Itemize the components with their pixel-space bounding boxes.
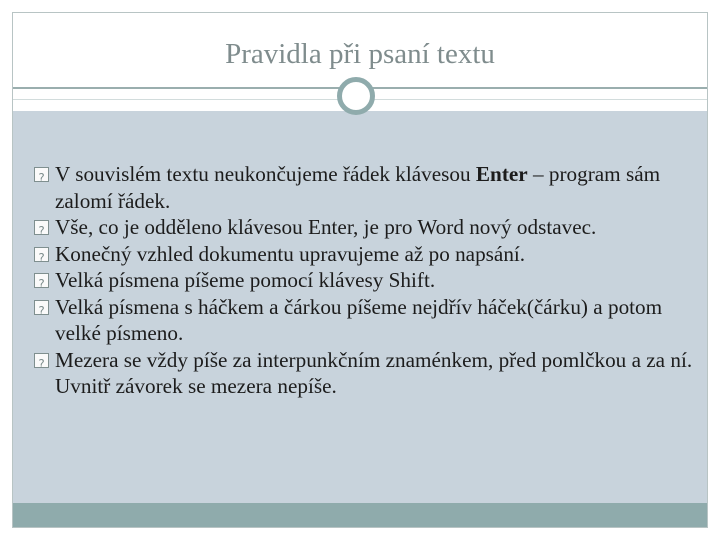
bullet-text: Konečný vzhled dokumentu upravujeme až po napsání. xyxy=(55,241,526,266)
bullet-text: Vše, co je odděleno klávesou Enter, je pro Word nový odstavec. xyxy=(55,215,597,239)
bullet-item xyxy=(33,294,693,347)
bullet-text-tail: – program sám zalomí řádek. xyxy=(55,162,661,213)
bullet-text: Velká písmena píšeme pomocí klávesy Shift. xyxy=(55,268,436,292)
bullet-item xyxy=(33,241,693,268)
bullet-text: Mezera se vždy píše za interpunkčním znaménkem, před pomlčkou a za ní. Uvnitř závorek se mezera nepíše. xyxy=(55,347,693,398)
missing-glyph-box-icon xyxy=(34,353,49,368)
bullet-text: V souvislém textu neukončujeme řádek klávesou xyxy=(55,162,476,186)
bullet-text-bold: Enter xyxy=(475,162,528,186)
bullet-item xyxy=(33,347,693,400)
missing-glyph-box-icon xyxy=(34,300,49,315)
slide xyxy=(12,12,708,528)
circle-ornament-icon xyxy=(337,77,375,115)
content-area xyxy=(13,111,707,503)
bullet-text: Velká písmena s háčkem a čárkou píšeme nejdřív háček(čárku) a potom velké písmeno. xyxy=(55,294,663,345)
missing-glyph-box-icon xyxy=(34,247,49,262)
bullet-item xyxy=(33,214,693,241)
bullet-item xyxy=(33,267,693,294)
footer-bar xyxy=(13,503,707,527)
missing-glyph-box-icon xyxy=(34,167,49,182)
bullet-item xyxy=(33,161,693,214)
missing-glyph-box-icon xyxy=(34,273,49,288)
missing-glyph-box-icon xyxy=(34,220,49,235)
bullet-list xyxy=(33,161,693,400)
slide-title: Pravidla při psaní textu xyxy=(225,38,495,70)
